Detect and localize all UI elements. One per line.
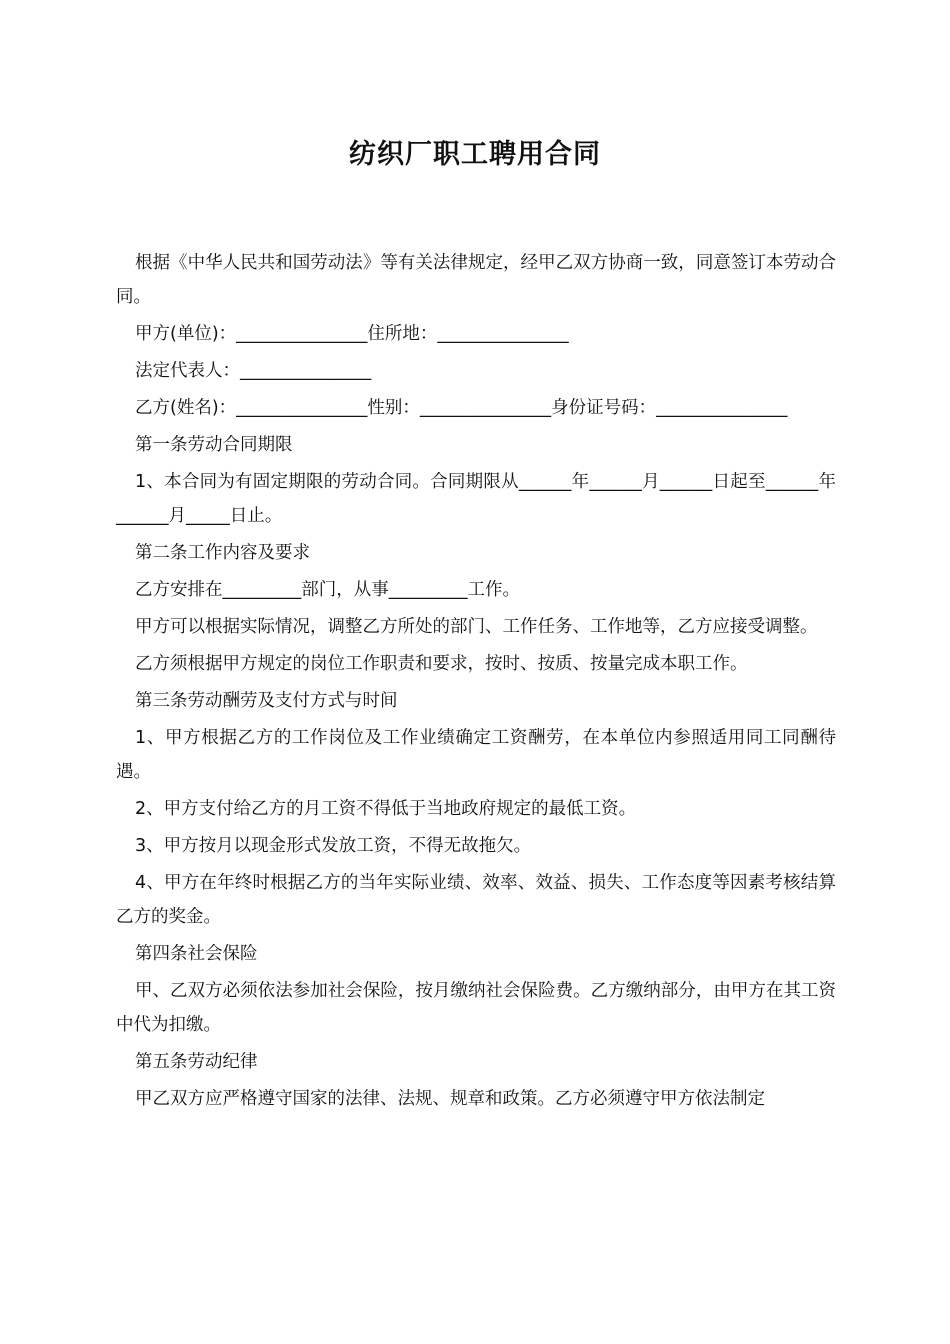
article-3-heading: 第三条劳动酬劳及支付方式与时间 [135,691,398,711]
paragraph-intro: 根据《中华人民共和国劳动法》等有关法律规定，经甲乙双方协商一致，同意签订本劳动合同。 [116,253,836,307]
article-1-heading: 第一条劳动合同期限 [135,435,293,455]
article-1-clause-1: 1、本合同为有固定期限的劳动合同。合同期限从______年______月______日起至______年______月_____日止。 [116,472,836,526]
article-2-clause-2: 甲方可以根据实际情况，调整乙方所处的部门、工作任务、工作地等，乙方应接受调整。 [135,617,818,637]
document-body [116,246,836,1119]
article-4-heading: 第四条社会保险 [135,944,258,964]
article-4-clause-1: 甲、乙双方必须依法参加社会保险，按月缴纳社会保险费。乙方缴纳部分，由甲方在其工资中代为扣缴。 [116,981,836,1035]
article-3-clause-3: 3、甲方按月以现金形式发放工资，不得无故拖欠。 [135,836,532,856]
article-5-clause-1: 甲乙双方应严格遵守国家的法律、法规、规章和政策。乙方必须遵守甲方依法制定 [135,1089,765,1109]
article-3-clause-1: 1、甲方根据乙方的工作岗位及工作业绩确定工资酬劳，在本单位内参照适用同工同酬待遇。 [116,728,836,782]
article-2-clause-3: 乙方须根据甲方规定的岗位工作职责和要求，按时、按质、按量完成本职工作。 [135,654,748,674]
document-title: 纺织厂职工聘用合同 [349,139,601,170]
article-5-heading: 第五条劳动纪律 [135,1052,258,1072]
article-3-clause-2: 2、甲方支付给乙方的月工资不得低于当地政府规定的最低工资。 [135,799,637,819]
article-2-heading: 第二条工作内容及要求 [135,543,310,563]
field-legal-representative: 法定代表人：_______________ [135,361,372,381]
article-3-clause-4: 4、甲方在年终时根据乙方的当年实际业绩、效率、效益、损失、工作态度等因素考核结算乙方的奖金。 [116,873,836,927]
article-2-clause-1: 乙方安排在_________部门，从事_________工作。 [135,580,520,600]
field-party-b: 乙方(姓名)：_______________性别：_______________身份证号码：_______________ [135,398,788,418]
field-party-a: 甲方(单位)：_______________住所地：_______________ [135,324,569,344]
